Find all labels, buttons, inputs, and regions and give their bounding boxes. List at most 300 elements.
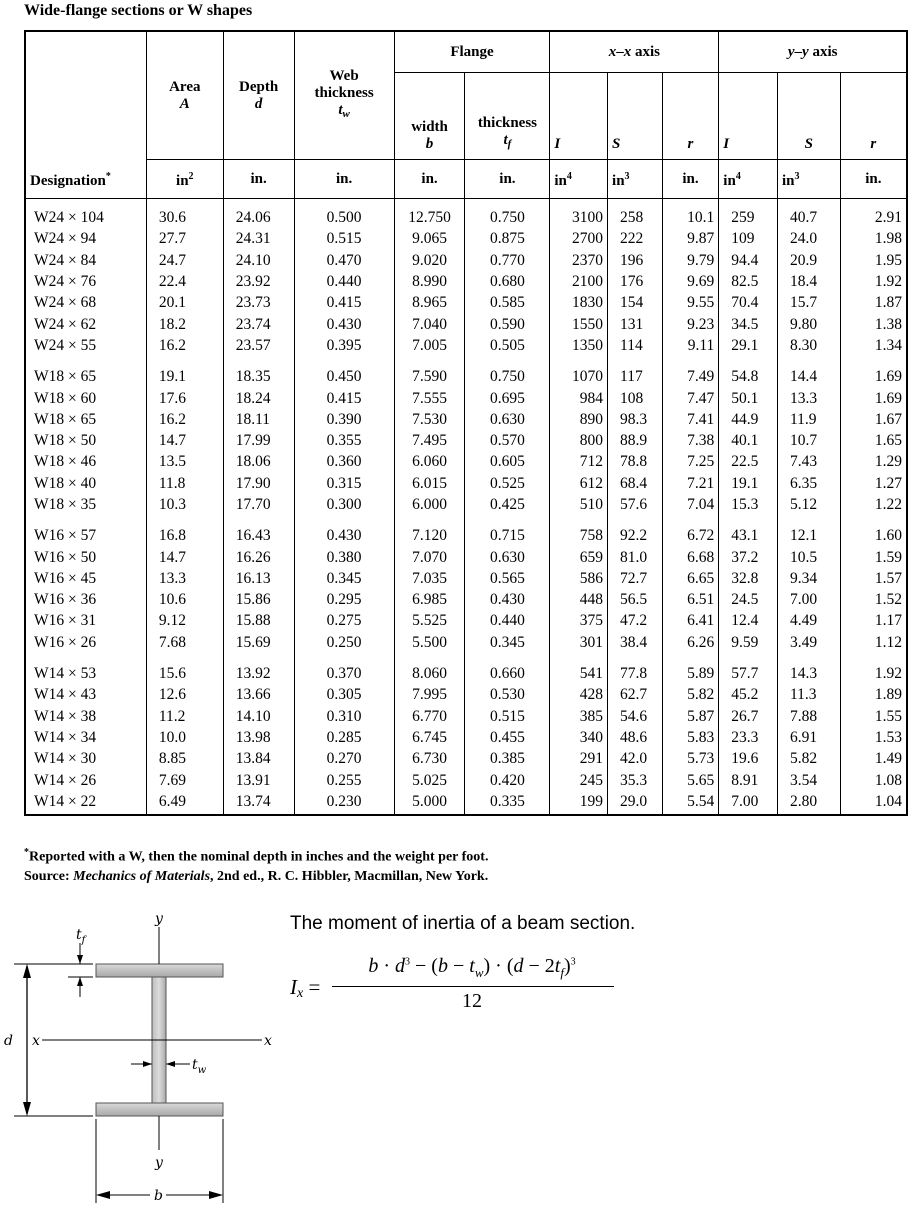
bottom-flange xyxy=(96,1103,223,1116)
value-cell: 18.35 xyxy=(223,358,294,387)
table-row xyxy=(25,313,907,334)
b-arrow-right xyxy=(209,1191,223,1199)
value-cell: 1.27 xyxy=(840,473,907,494)
tw-arrow-left xyxy=(143,1061,152,1067)
value-cell: 1.98 xyxy=(840,228,907,249)
value-cell: 13.3 xyxy=(146,568,223,589)
value-cell: 0.455 xyxy=(465,727,550,748)
value-cell: 1.17 xyxy=(840,610,907,631)
value-cell: 199 xyxy=(550,791,608,815)
table-row xyxy=(25,473,907,494)
value-cell: 0.315 xyxy=(294,473,394,494)
designation-cell: W16 × 36 xyxy=(25,589,146,610)
table-row xyxy=(25,769,907,790)
value-cell: 18.2 xyxy=(146,313,223,334)
w-shapes-table-container xyxy=(24,30,908,827)
table-row xyxy=(25,546,907,567)
value-cell: 43.1 xyxy=(719,517,778,546)
value-cell: 81.0 xyxy=(608,546,663,567)
value-cell: 7.495 xyxy=(394,430,465,451)
value-cell: 11.2 xyxy=(146,706,223,727)
value-cell: 6.35 xyxy=(777,473,840,494)
value-cell: 7.040 xyxy=(394,313,465,334)
value-cell: 0.385 xyxy=(465,748,550,769)
yy-I-unit: $in^4$ xyxy=(719,160,778,199)
value-cell: 0.275 xyxy=(294,610,394,631)
value-cell: 27.7 xyxy=(146,228,223,249)
table-row xyxy=(25,250,907,271)
value-cell: 0.430 xyxy=(294,517,394,546)
value-cell: 0.360 xyxy=(294,451,394,472)
value-cell: 8.965 xyxy=(394,292,465,313)
value-cell: 0.430 xyxy=(465,589,550,610)
value-cell: 17.99 xyxy=(223,430,294,451)
value-cell: 78.8 xyxy=(608,451,663,472)
value-cell: 0.345 xyxy=(465,632,550,655)
value-cell: 17.90 xyxy=(223,473,294,494)
value-cell: 48.6 xyxy=(608,727,663,748)
value-cell: 385 xyxy=(550,706,608,727)
value-cell: 0.505 xyxy=(465,335,550,358)
value-cell: 0.425 xyxy=(465,494,550,517)
value-cell: 0.695 xyxy=(465,387,550,408)
value-cell: 5.82 xyxy=(662,684,719,705)
value-cell: 19.6 xyxy=(719,748,778,769)
value-cell: 54.6 xyxy=(608,706,663,727)
value-cell: 16.43 xyxy=(223,517,294,546)
value-cell: 7.47 xyxy=(662,387,719,408)
value-cell: 1.38 xyxy=(840,313,907,334)
value-cell: 20.9 xyxy=(777,250,840,271)
value-cell: 1.49 xyxy=(840,748,907,769)
value-cell: 42.0 xyxy=(608,748,663,769)
yy-I-header: I xyxy=(719,73,778,160)
yy-S-header: S xyxy=(777,73,840,160)
value-cell: 0.630 xyxy=(465,409,550,430)
value-cell: 7.88 xyxy=(777,706,840,727)
w-section-svg xyxy=(0,905,290,1209)
value-cell: 196 xyxy=(608,250,663,271)
table-row xyxy=(25,451,907,472)
value-cell: 11.9 xyxy=(777,409,840,430)
value-cell: 117 xyxy=(608,358,663,387)
value-cell: 5.89 xyxy=(662,655,719,684)
value-cell: 34.5 xyxy=(719,313,778,334)
designation-cell: W16 × 50 xyxy=(25,546,146,567)
area-header: Area A xyxy=(146,31,223,160)
value-cell: 50.1 xyxy=(719,387,778,408)
value-cell: 22.5 xyxy=(719,451,778,472)
value-cell: 7.69 xyxy=(146,769,223,790)
value-cell: 92.2 xyxy=(608,517,663,546)
x-label-right: x xyxy=(264,1033,272,1049)
d-arrow-bottom xyxy=(23,1102,31,1116)
table-row xyxy=(25,632,907,655)
value-cell: 7.530 xyxy=(394,409,465,430)
value-cell: 6.745 xyxy=(394,727,465,748)
tw-arrow-right xyxy=(166,1061,175,1067)
designation-cell: W24 × 94 xyxy=(25,228,146,249)
value-cell: 15.88 xyxy=(223,610,294,631)
value-cell: 7.49 xyxy=(662,358,719,387)
value-cell: 23.73 xyxy=(223,292,294,313)
value-cell: 8.060 xyxy=(394,655,465,684)
tw-label: $t_w$ xyxy=(192,1057,207,1076)
value-cell: 0.420 xyxy=(465,769,550,790)
value-cell: 18.24 xyxy=(223,387,294,408)
value-cell: 12.4 xyxy=(719,610,778,631)
value-cell: 1.92 xyxy=(840,655,907,684)
value-cell: 22.4 xyxy=(146,271,223,292)
value-cell: 8.990 xyxy=(394,271,465,292)
value-cell: 20.1 xyxy=(146,292,223,313)
value-cell: 11.3 xyxy=(777,684,840,705)
value-cell: 1070 xyxy=(550,358,608,387)
value-cell: 7.25 xyxy=(662,451,719,472)
depth-unit: in. xyxy=(223,160,294,199)
value-cell: 0.255 xyxy=(294,769,394,790)
value-cell: 5.83 xyxy=(662,727,719,748)
value-cell: 428 xyxy=(550,684,608,705)
value-cell: 94.4 xyxy=(719,250,778,271)
designation-cell: W18 × 35 xyxy=(25,494,146,517)
value-cell: 12.750 xyxy=(394,199,465,229)
value-cell: 0.770 xyxy=(465,250,550,271)
value-cell: 0.370 xyxy=(294,655,394,684)
value-cell: 1.08 xyxy=(840,769,907,790)
designation-cell: W14 × 30 xyxy=(25,748,146,769)
value-cell: 0.380 xyxy=(294,546,394,567)
value-cell: 37.2 xyxy=(719,546,778,567)
table-body xyxy=(25,199,907,816)
d-arrow-top xyxy=(23,964,31,978)
designation-header: Designation* xyxy=(25,160,146,199)
b-arrow-left xyxy=(96,1191,110,1199)
table-row xyxy=(25,271,907,292)
value-cell: 5.500 xyxy=(394,632,465,655)
value-cell: 24.0 xyxy=(777,228,840,249)
value-cell: 13.5 xyxy=(146,451,223,472)
xx-r-unit: in. xyxy=(662,160,719,199)
w-section-diagram xyxy=(0,905,290,1209)
value-cell: 0.270 xyxy=(294,748,394,769)
value-cell: 291 xyxy=(550,748,608,769)
value-cell: 800 xyxy=(550,430,608,451)
value-cell: 1.69 xyxy=(840,358,907,387)
value-cell: 541 xyxy=(550,655,608,684)
value-cell: 44.9 xyxy=(719,409,778,430)
value-cell: 6.51 xyxy=(662,589,719,610)
value-cell: 222 xyxy=(608,228,663,249)
value-cell: 6.91 xyxy=(777,727,840,748)
value-cell: 13.66 xyxy=(223,684,294,705)
value-cell: 176 xyxy=(608,271,663,292)
formula-numerator: $b \cdot d^3 - (b - t_w) \cdot (d - 2t_f)^3$ xyxy=(368,955,576,980)
tf-arrow-bottom xyxy=(77,977,83,986)
value-cell: 6.65 xyxy=(662,568,719,589)
value-cell: 98.3 xyxy=(608,409,663,430)
table-row xyxy=(25,430,907,451)
y-label-bottom: y xyxy=(155,1155,163,1171)
value-cell: 0.295 xyxy=(294,589,394,610)
value-cell: 1.12 xyxy=(840,632,907,655)
value-cell: 9.59 xyxy=(719,632,778,655)
value-cell: 24.5 xyxy=(719,589,778,610)
value-cell: 3100 xyxy=(550,199,608,229)
value-cell: 0.285 xyxy=(294,727,394,748)
value-cell: 712 xyxy=(550,451,608,472)
yy-axis-group-header: y–y axis xyxy=(719,31,907,73)
designation-cell: W14 × 53 xyxy=(25,655,146,684)
value-cell: 0.525 xyxy=(465,473,550,494)
value-cell: 26.7 xyxy=(719,706,778,727)
value-cell: 0.750 xyxy=(465,199,550,229)
value-cell: 1.04 xyxy=(840,791,907,815)
value-cell: 18.06 xyxy=(223,451,294,472)
value-cell: 7.00 xyxy=(719,791,778,815)
table-title: Wide-flange sections or W shapes xyxy=(24,2,253,19)
value-cell: 0.440 xyxy=(294,271,394,292)
footnote-line1: *Reported with a W, then the nominal depth in inches and the weight per foot. xyxy=(24,847,489,865)
value-cell: 5.73 xyxy=(662,748,719,769)
value-cell: 14.4 xyxy=(777,358,840,387)
value-cell: 16.13 xyxy=(223,568,294,589)
value-cell: 1.95 xyxy=(840,250,907,271)
value-cell: 19.1 xyxy=(146,358,223,387)
designation-cell: W14 × 34 xyxy=(25,727,146,748)
value-cell: 2370 xyxy=(550,250,608,271)
designation-cell: W16 × 45 xyxy=(25,568,146,589)
designation-cell: W14 × 43 xyxy=(25,684,146,705)
flange-width-unit: in. xyxy=(394,160,465,199)
value-cell: 45.2 xyxy=(719,684,778,705)
value-cell: 24.10 xyxy=(223,250,294,271)
designation-header-blank xyxy=(25,31,146,160)
value-cell: 23.57 xyxy=(223,335,294,358)
value-cell: 23.92 xyxy=(223,271,294,292)
xx-I-header: I xyxy=(550,73,608,160)
designation-cell: W14 × 22 xyxy=(25,791,146,815)
value-cell: 1.92 xyxy=(840,271,907,292)
value-cell: 7.120 xyxy=(394,517,465,546)
table-row xyxy=(25,228,907,249)
designation-cell: W14 × 26 xyxy=(25,769,146,790)
value-cell: 77.8 xyxy=(608,655,663,684)
value-cell: 1.60 xyxy=(840,517,907,546)
value-cell: 23.3 xyxy=(719,727,778,748)
value-cell: 0.660 xyxy=(465,655,550,684)
value-cell: 1.65 xyxy=(840,430,907,451)
value-cell: 6.26 xyxy=(662,632,719,655)
value-cell: 10.1 xyxy=(662,199,719,229)
d-label: d xyxy=(4,1033,13,1049)
value-cell: 154 xyxy=(608,292,663,313)
value-cell: 23.74 xyxy=(223,313,294,334)
value-cell: 0.570 xyxy=(465,430,550,451)
value-cell: 9.55 xyxy=(662,292,719,313)
designation-cell: W16 × 31 xyxy=(25,610,146,631)
formula-denominator: 12 xyxy=(462,990,482,1012)
value-cell: 0.250 xyxy=(294,632,394,655)
designation-cell: W18 × 60 xyxy=(25,387,146,408)
value-cell: 0.305 xyxy=(294,684,394,705)
yy-r-unit: in. xyxy=(840,160,907,199)
value-cell: 340 xyxy=(550,727,608,748)
value-cell: 109 xyxy=(719,228,778,249)
value-cell: 62.7 xyxy=(608,684,663,705)
tf-arrow-top xyxy=(77,955,83,964)
value-cell: 7.68 xyxy=(146,632,223,655)
value-cell: 40.1 xyxy=(719,430,778,451)
value-cell: 13.3 xyxy=(777,387,840,408)
table-row xyxy=(25,748,907,769)
value-cell: 0.500 xyxy=(294,199,394,229)
value-cell: 3.49 xyxy=(777,632,840,655)
value-cell: 245 xyxy=(550,769,608,790)
value-cell: 6.770 xyxy=(394,706,465,727)
value-cell: 13.84 xyxy=(223,748,294,769)
value-cell: 8.85 xyxy=(146,748,223,769)
value-cell: 15.69 xyxy=(223,632,294,655)
designation-cell: W24 × 55 xyxy=(25,335,146,358)
value-cell: 4.49 xyxy=(777,610,840,631)
value-cell: 40.7 xyxy=(777,199,840,229)
y-label-top: y xyxy=(155,911,163,927)
value-cell: 16.2 xyxy=(146,409,223,430)
designation-cell: W24 × 84 xyxy=(25,250,146,271)
value-cell: 13.74 xyxy=(223,791,294,815)
value-cell: 12.6 xyxy=(146,684,223,705)
value-cell: 612 xyxy=(550,473,608,494)
value-cell: 0.230 xyxy=(294,791,394,815)
table-row xyxy=(25,589,907,610)
value-cell: 1.52 xyxy=(840,589,907,610)
value-cell: 38.4 xyxy=(608,632,663,655)
value-cell: 0.530 xyxy=(465,684,550,705)
value-cell: 5.000 xyxy=(394,791,465,815)
value-cell: 0.605 xyxy=(465,451,550,472)
value-cell: 2700 xyxy=(550,228,608,249)
designation-cell: W18 × 46 xyxy=(25,451,146,472)
value-cell: 448 xyxy=(550,589,608,610)
value-cell: 7.43 xyxy=(777,451,840,472)
value-cell: 0.395 xyxy=(294,335,394,358)
value-cell: 35.3 xyxy=(608,769,663,790)
value-cell: 8.30 xyxy=(777,335,840,358)
value-cell: 1550 xyxy=(550,313,608,334)
table-row xyxy=(25,610,907,631)
value-cell: 9.69 xyxy=(662,271,719,292)
value-cell: 9.23 xyxy=(662,313,719,334)
value-cell: 6.985 xyxy=(394,589,465,610)
value-cell: 9.12 xyxy=(146,610,223,631)
table-row xyxy=(25,517,907,546)
value-cell: 7.005 xyxy=(394,335,465,358)
value-cell: 2100 xyxy=(550,271,608,292)
designation-cell: W18 × 65 xyxy=(25,358,146,387)
value-cell: 6.49 xyxy=(146,791,223,815)
table-row xyxy=(25,199,907,229)
value-cell: 6.41 xyxy=(662,610,719,631)
value-cell: 0.440 xyxy=(465,610,550,631)
value-cell: 510 xyxy=(550,494,608,517)
designation-cell: W24 × 104 xyxy=(25,199,146,229)
tf-label: $t_f$ xyxy=(76,927,86,946)
designation-cell: W16 × 57 xyxy=(25,517,146,546)
flange-thickness-header: thickness $t_f$ xyxy=(465,73,550,160)
moment-of-inertia-formula xyxy=(290,955,630,1025)
xx-S-unit: $in^3$ xyxy=(608,160,663,199)
value-cell: 7.04 xyxy=(662,494,719,517)
footnote-source: Source: Mechanics of Materials, 2nd ed., R. C. Hibbler, Macmillan, New York. xyxy=(24,868,489,884)
value-cell: 32.8 xyxy=(719,568,778,589)
value-cell: 0.515 xyxy=(465,706,550,727)
designation-cell: W18 × 40 xyxy=(25,473,146,494)
value-cell: 7.00 xyxy=(777,589,840,610)
value-cell: 19.1 xyxy=(719,473,778,494)
table-row xyxy=(25,335,907,358)
web-thickness-header: Web thickness $t_w$ xyxy=(294,31,394,160)
value-cell: 8.91 xyxy=(719,769,778,790)
value-cell: 1.67 xyxy=(840,409,907,430)
value-cell: 114 xyxy=(608,335,663,358)
table-row xyxy=(25,684,907,705)
value-cell: 57.7 xyxy=(719,655,778,684)
value-cell: 16.26 xyxy=(223,546,294,567)
value-cell: 14.7 xyxy=(146,546,223,567)
value-cell: 72.7 xyxy=(608,568,663,589)
designation-cell: W16 × 26 xyxy=(25,632,146,655)
value-cell: 0.430 xyxy=(294,313,394,334)
value-cell: 14.10 xyxy=(223,706,294,727)
value-cell: 1.22 xyxy=(840,494,907,517)
designation-cell: W24 × 68 xyxy=(25,292,146,313)
value-cell: 16.2 xyxy=(146,335,223,358)
value-cell: 10.0 xyxy=(146,727,223,748)
value-cell: 5.12 xyxy=(777,494,840,517)
value-cell: 6.015 xyxy=(394,473,465,494)
value-cell: 10.5 xyxy=(777,546,840,567)
value-cell: 9.87 xyxy=(662,228,719,249)
value-cell: 1830 xyxy=(550,292,608,313)
designation-cell: W18 × 65 xyxy=(25,409,146,430)
top-flange xyxy=(96,964,223,977)
designation-cell: W18 × 50 xyxy=(25,430,146,451)
value-cell: 7.41 xyxy=(662,409,719,430)
value-cell: 15.3 xyxy=(719,494,778,517)
table-row xyxy=(25,292,907,313)
value-cell: 0.345 xyxy=(294,568,394,589)
value-cell: 758 xyxy=(550,517,608,546)
value-cell: 7.21 xyxy=(662,473,719,494)
value-cell: 17.70 xyxy=(223,494,294,517)
value-cell: 17.6 xyxy=(146,387,223,408)
value-cell: 0.390 xyxy=(294,409,394,430)
value-cell: 7.035 xyxy=(394,568,465,589)
depth-header: Depth d xyxy=(223,31,294,160)
value-cell: 29.0 xyxy=(608,791,663,815)
value-cell: 30.6 xyxy=(146,199,223,229)
value-cell: 56.5 xyxy=(608,589,663,610)
value-cell: 10.3 xyxy=(146,494,223,517)
value-cell: 1.69 xyxy=(840,387,907,408)
value-cell: 0.515 xyxy=(294,228,394,249)
value-cell: 70.4 xyxy=(719,292,778,313)
value-cell: 1.57 xyxy=(840,568,907,589)
value-cell: 24.31 xyxy=(223,228,294,249)
value-cell: 301 xyxy=(550,632,608,655)
flange-group-header: Flange xyxy=(394,31,550,73)
